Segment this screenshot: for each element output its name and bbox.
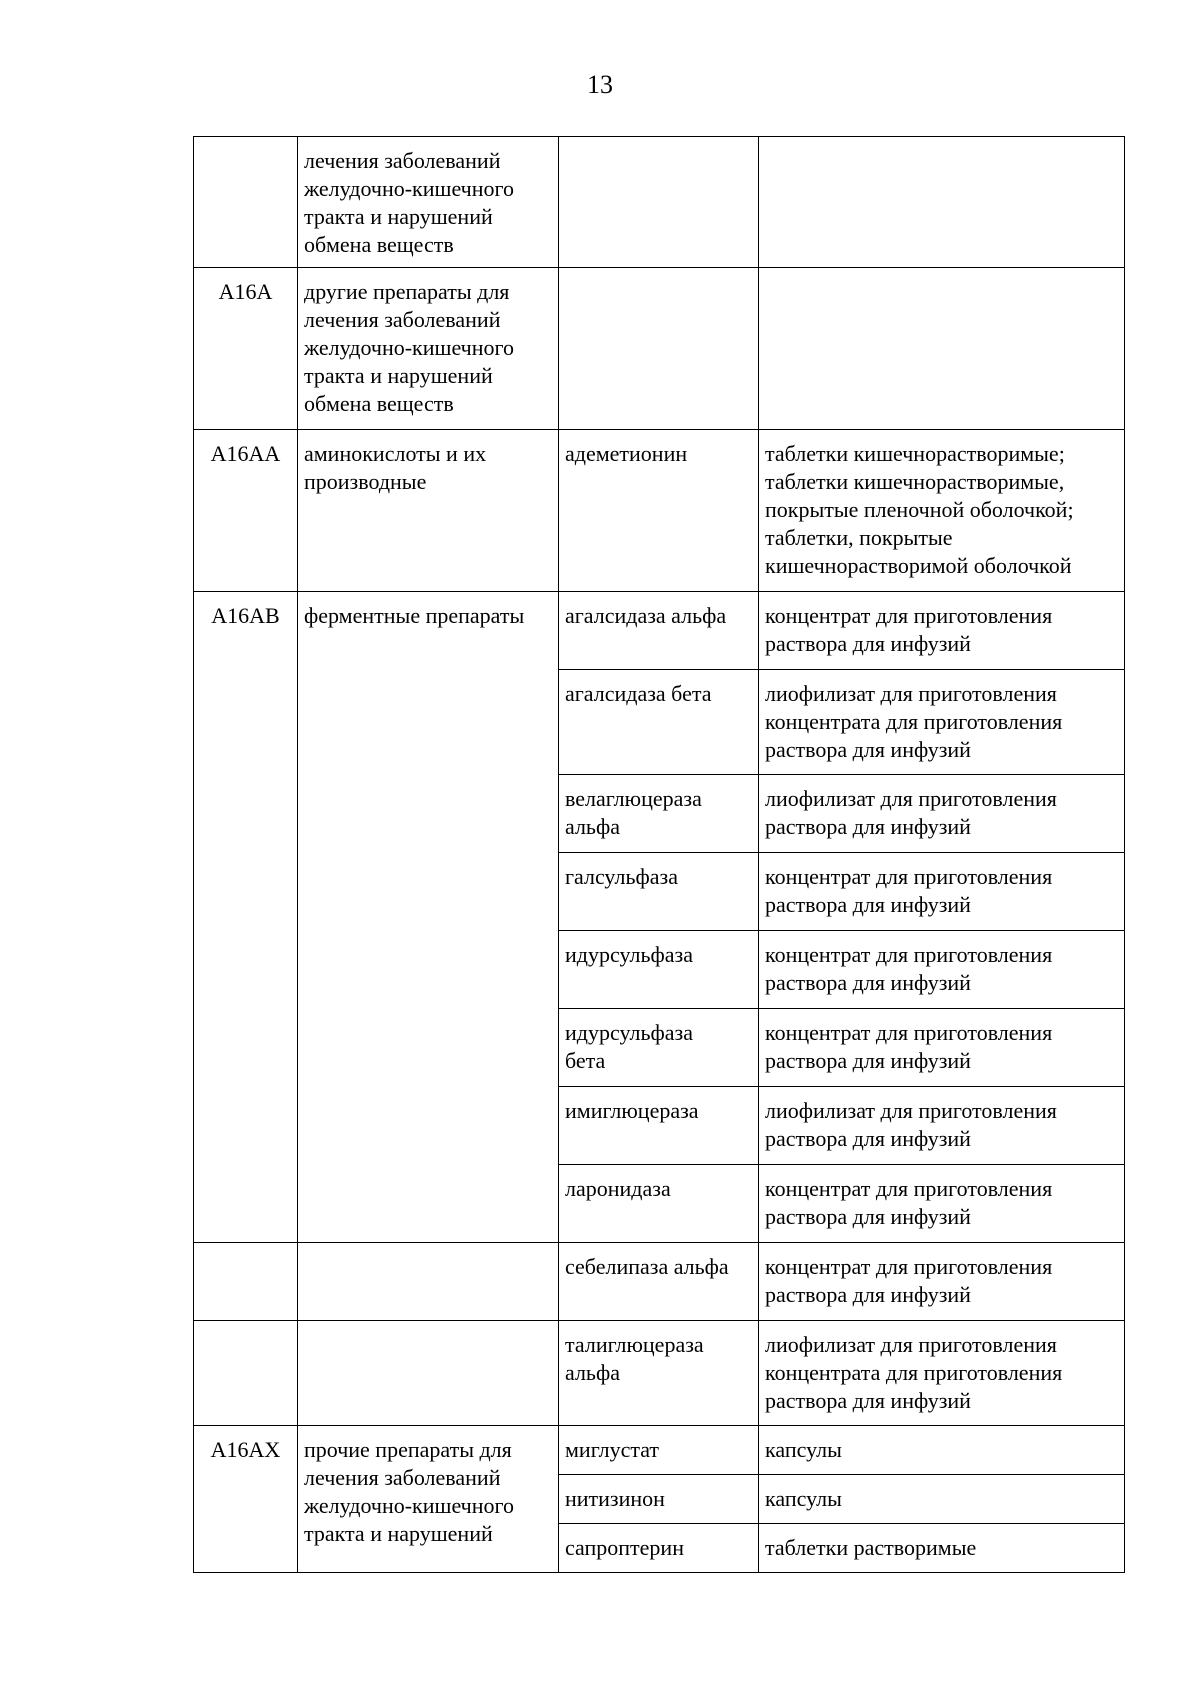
drug-line: альфа [565, 1360, 620, 1385]
drug-cell [559, 430, 759, 592]
drug-cell [559, 268, 759, 430]
form-line: кишечнорастворимой оболочкой [765, 553, 1072, 578]
form-cell [759, 1087, 1125, 1165]
atc-code-cell [194, 137, 298, 268]
table-row [194, 430, 1125, 592]
drug-line: идурсульфаза [565, 942, 693, 967]
table-row [194, 1243, 1125, 1321]
drug-cell [559, 853, 759, 931]
table-row [194, 268, 1125, 430]
form-line: таблетки кишечнорастворимые, [765, 469, 1065, 494]
drug-table [193, 136, 1125, 1573]
group-line: желудочно-кишечного [304, 335, 514, 360]
table-row [194, 1426, 1125, 1475]
drug-line: альфа [565, 814, 620, 839]
group-cell [298, 592, 559, 1243]
form-line: концентрат для приготовления [765, 864, 1053, 889]
drug-line: галсульфаза [565, 864, 678, 889]
group-line: желудочно-кишечного [304, 1493, 514, 1518]
drug-line: бета [565, 1048, 606, 1073]
drug-cell [559, 1165, 759, 1243]
drug-line: идурсульфаза [565, 1020, 693, 1045]
drug-line: миглустат [565, 1437, 660, 1462]
form-cell [759, 1426, 1125, 1475]
drug-cell [559, 1475, 759, 1524]
group-cell [298, 137, 559, 268]
group-cell [298, 430, 559, 592]
form-line: раствора для инфузий [765, 1388, 971, 1413]
drug-cell [559, 1426, 759, 1475]
form-line: концентрата для приготовления [765, 1360, 1063, 1385]
form-line: концентрат для приготовления [765, 603, 1053, 628]
atc-code-cell: A16AA [194, 430, 298, 592]
drug-cell [559, 592, 759, 670]
form-line: раствора для инфузий [765, 1282, 971, 1307]
group-line: аминокислоты и их [304, 441, 487, 466]
group-line: производные [304, 469, 427, 494]
drug-cell [559, 931, 759, 1009]
group-line: другие препараты для [304, 279, 510, 304]
drug-cell [559, 775, 759, 853]
form-cell [759, 1009, 1125, 1087]
form-line: таблетки, покрытые [765, 525, 953, 550]
form-cell [759, 853, 1125, 931]
form-line: концентрат для приготовления [765, 1254, 1053, 1279]
drug-line: имиглюцераза [565, 1098, 699, 1123]
form-cell [759, 430, 1125, 592]
drug-line: велаглюцераза [565, 786, 702, 811]
group-line: тракта и нарушений [304, 363, 493, 388]
form-cell [759, 1475, 1125, 1524]
drug-cell [559, 1087, 759, 1165]
page-number: 13 [587, 70, 613, 99]
drug-line: талиглюцераза [565, 1332, 704, 1357]
drug-cell [559, 670, 759, 775]
form-line: раствора для инфузий [765, 631, 971, 656]
table-row [194, 1321, 1125, 1426]
form-line: лиофилизат для приготовления [765, 1332, 1057, 1357]
group-line: желудочно-кишечного [304, 176, 514, 201]
drug-cell [559, 1321, 759, 1426]
drug-cell [559, 137, 759, 268]
form-line: концентрат для приготовления [765, 1176, 1053, 1201]
form-line: концентрат для приготовления [765, 1020, 1053, 1045]
form-line: лиофилизат для приготовления [765, 681, 1057, 706]
form-line: раствора для инфузий [765, 1204, 971, 1229]
form-line: капсулы [765, 1486, 842, 1511]
form-cell [759, 1524, 1125, 1573]
drug-line: нитизинон [565, 1486, 665, 1511]
form-cell [759, 268, 1125, 430]
group-line: тракта и нарушений [304, 1521, 493, 1546]
drug-line: сапроптерин [565, 1535, 684, 1560]
group-line: тракта и нарушений [304, 204, 493, 229]
group-line: обмена веществ [304, 391, 454, 416]
form-cell [759, 670, 1125, 775]
group-line: лечения заболеваний [304, 148, 501, 173]
atc-code-cell: A16AB [194, 592, 298, 1243]
drug-cell [559, 1524, 759, 1573]
group-line: прочие препараты для [304, 1437, 512, 1462]
group-line: обмена веществ [304, 232, 454, 257]
group-cell [298, 268, 559, 430]
form-cell [759, 1165, 1125, 1243]
form-line: лиофилизат для приготовления [765, 1098, 1057, 1123]
form-line: таблетки кишечнорастворимые; [765, 441, 1065, 466]
form-line: раствора для инфузий [765, 814, 971, 839]
group-line: ферментные препараты [304, 603, 525, 628]
drug-line: ларонидаза [565, 1176, 671, 1201]
form-line: капсулы [765, 1437, 842, 1462]
drug-cell [559, 1009, 759, 1087]
atc-code-cell [194, 1321, 298, 1426]
drug-line: агалсидаза бета [565, 681, 712, 706]
form-line: покрытые пленочной оболочкой; [765, 497, 1074, 522]
table-row [194, 592, 1125, 670]
group-line: лечения заболеваний [304, 307, 501, 332]
drug-line: себелипаза альфа [565, 1254, 729, 1279]
table-row [194, 137, 1125, 268]
form-cell [759, 775, 1125, 853]
form-line: раствора для инфузий [765, 737, 971, 762]
drug-line: адеметионин [565, 441, 688, 466]
atc-code-cell: A16AX [194, 1426, 298, 1573]
form-cell [759, 1243, 1125, 1321]
form-cell [759, 1321, 1125, 1426]
form-line: раствора для инфузий [765, 1126, 971, 1151]
form-line: таблетки растворимые [765, 1535, 977, 1560]
form-line: раствора для инфузий [765, 1048, 971, 1073]
form-line: концентрат для приготовления [765, 942, 1053, 967]
atc-code-cell: A16A [194, 268, 298, 430]
drug-line: агалсидаза альфа [565, 603, 727, 628]
drug-cell [559, 1243, 759, 1321]
form-cell [759, 137, 1125, 268]
form-line: лиофилизат для приготовления [765, 786, 1057, 811]
form-cell [759, 592, 1125, 670]
form-line: концентрата для приготовления [765, 709, 1063, 734]
atc-code-cell [194, 1243, 298, 1321]
form-cell [759, 931, 1125, 1009]
group-cell [298, 1321, 559, 1426]
group-cell [298, 1426, 559, 1573]
group-cell [298, 1243, 559, 1321]
form-line: раствора для инфузий [765, 892, 971, 917]
form-line: раствора для инфузий [765, 970, 971, 995]
group-line: лечения заболеваний [304, 1465, 501, 1490]
